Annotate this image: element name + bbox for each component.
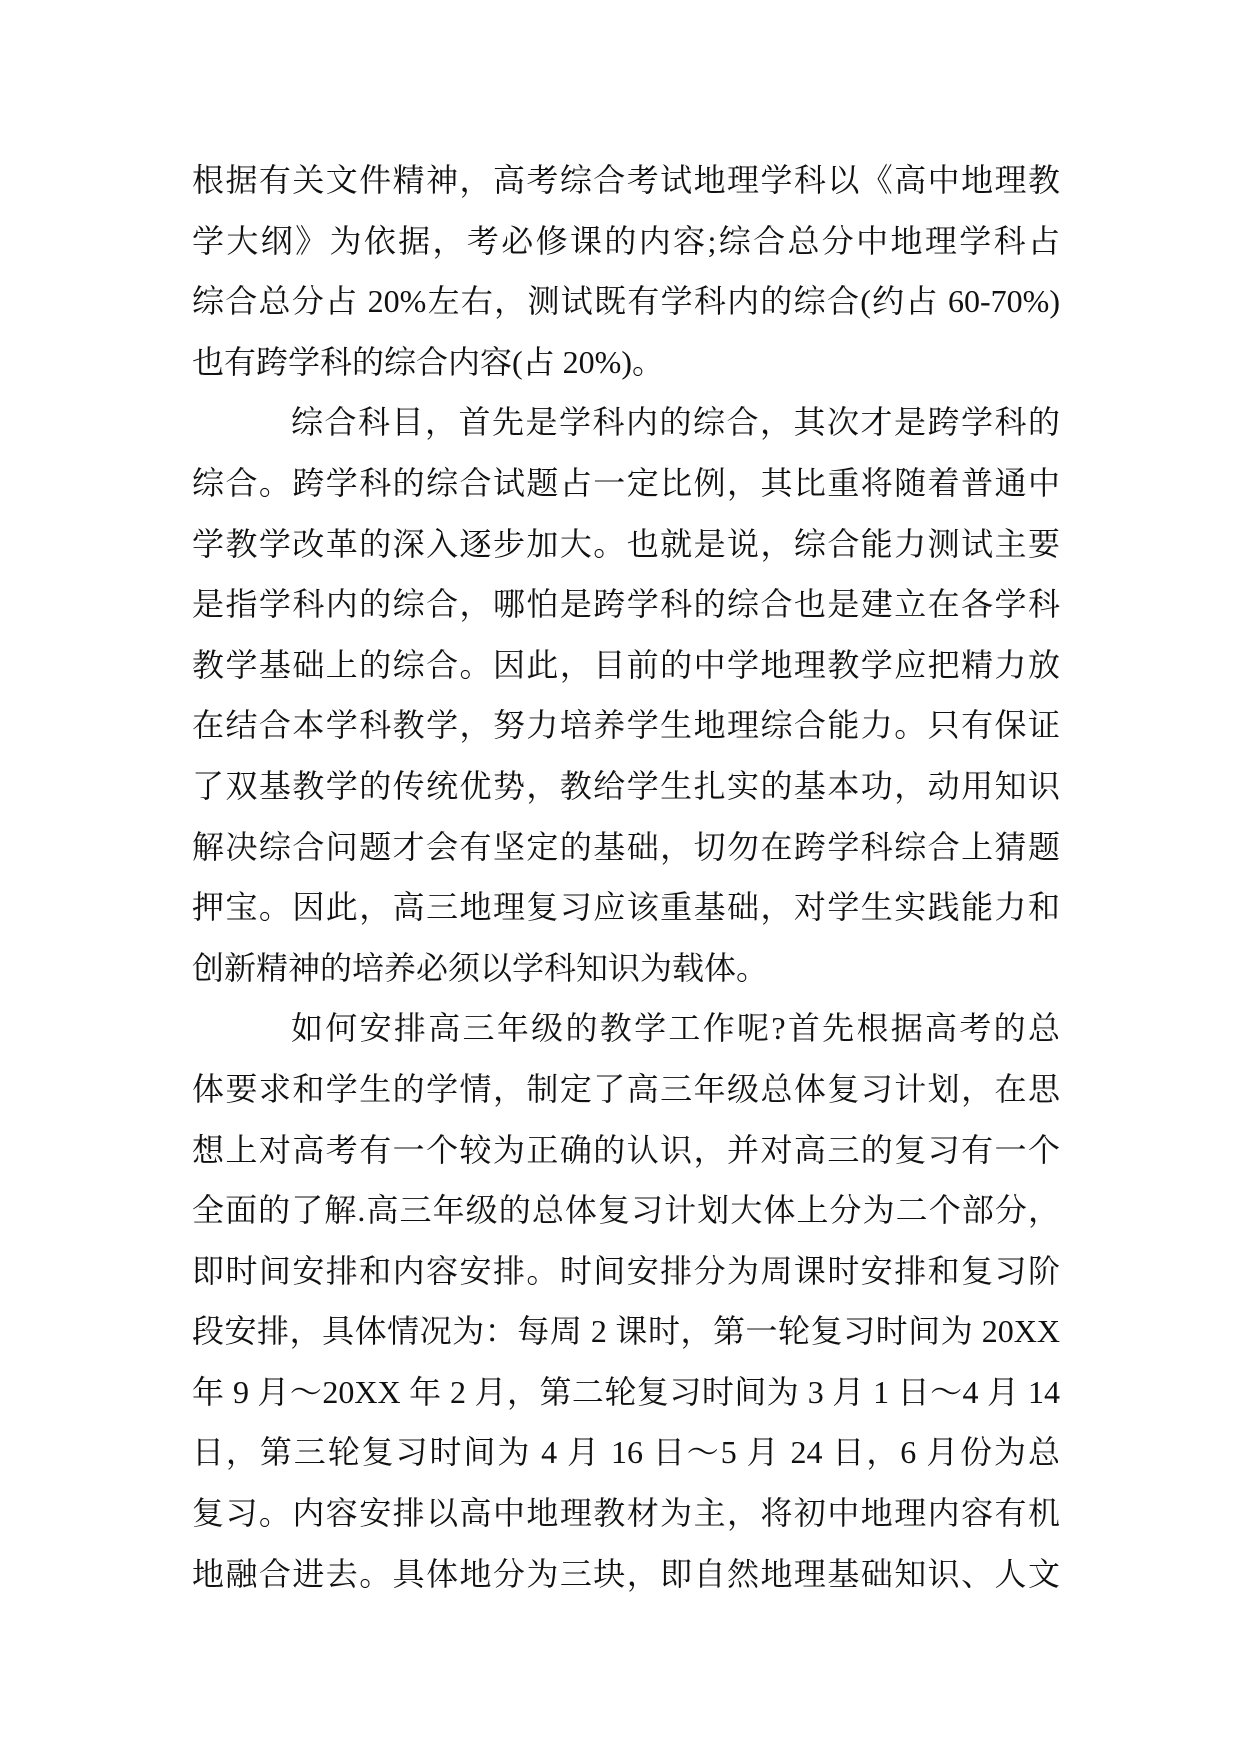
body-text <box>192 150 1060 1604</box>
text-line: 在结合本学科教学，努力培养学生地理综合能力。只有保证 <box>192 707 1060 744</box>
text-line: 地融合进去。具体地分为三块，即自然地理基础知识、人文 <box>192 1555 1060 1592</box>
text-line: 学大纲》为依据，考必修课的内容;综合总分中地理学科占 <box>192 222 1060 259</box>
text-line: 复习。内容安排以高中地理教材为主，将初中地理内容有机 <box>192 1495 1060 1532</box>
paragraph-3 <box>192 998 1060 1604</box>
text-line: 年 9 月～20XX 年 2 月，第二轮复习时间为 3 月 1 日～4 月 14 <box>192 1373 1060 1410</box>
paragraph-2 <box>192 392 1060 998</box>
paragraph-1 <box>192 150 1060 392</box>
text-line: 创新精神的培养必须以学科知识为载体。 <box>192 949 769 986</box>
text-line: 如何安排高三年级的教学工作呢?首先根据高考的总 <box>291 1010 1060 1047</box>
text-line: 全面的了解.高三年级的总体复习计划大体上分为二个部分， <box>192 1192 1060 1229</box>
text-line: 体要求和学生的学情，制定了高三年级总体复习计划，在思 <box>192 1070 1060 1107</box>
text-line: 了双基教学的传统优势，教给学生扎实的基本功，动用知识 <box>192 767 1060 804</box>
text-line: 教学基础上的综合。因此，目前的中学地理教学应把精力放 <box>192 646 1060 683</box>
text-line: 根据有关文件精神，高考综合考试地理学科以《高中地理教 <box>192 162 1060 198</box>
text-line: 段安排，具体情况为：每周 2 课时，第一轮复习时间为 20XX <box>192 1313 1060 1350</box>
text-line: 即时间安排和内容安排。时间安排分为周课时安排和复习阶 <box>192 1252 1060 1289</box>
text-line: 想上对高考有一个较为正确的认识，并对高三的复习有一个 <box>192 1131 1060 1168</box>
text-line: 是指学科内的综合，哪怕是跨学科的综合也是建立在各学科 <box>192 586 1060 623</box>
text-line: 解决综合问题才会有坚定的基础，切勿在跨学科综合上猜题 <box>192 828 1060 865</box>
text-line: 日，第三轮复习时间为 4 月 16 日～5 月 24 日，6 月份为总 <box>192 1434 1060 1471</box>
text-line: 综合。跨学科的综合试题占一定比例，其比重将随着普通中 <box>192 464 1060 501</box>
text-line: 学教学改革的深入逐步加大。也就是说，综合能力测试主要 <box>192 525 1060 562</box>
text-line: 押宝。因此，高三地理复习应该重基础，对学生实践能力和 <box>192 889 1060 926</box>
text-line: 综合总分占 20%左右，测试既有学科内的综合(约占 60-70%) <box>192 283 1060 320</box>
text-line: 综合科目，首先是学科内的综合，其次才是跨学科的 <box>291 404 1060 441</box>
text-line: 也有跨学科的综合内容(占 20%)。 <box>192 343 664 380</box>
